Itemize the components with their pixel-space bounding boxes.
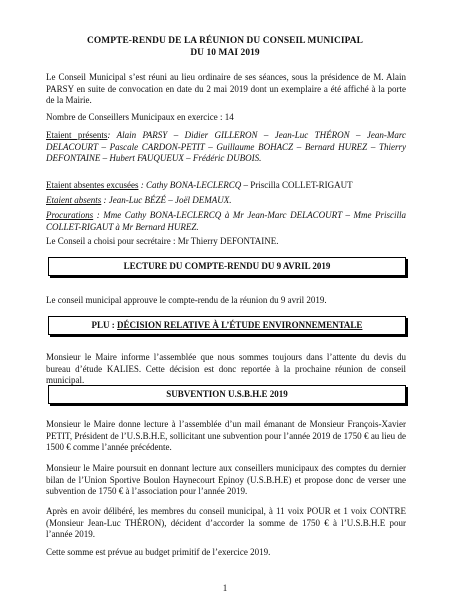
excused-names-italic: : Cathy BONA-LECLERCQ [138, 180, 242, 190]
subvention-paragraph-3: Après en avoir délibéré, les membres du conseil municipal, à 11 voix POUR et 1 voix CONTRE (Monsieur Jean-Luc THÉRON), décident d’accorder la somme de 1750 € à l’U.S.B.H.E pour l’année 2019. [46, 506, 406, 539]
proxies [46, 210, 406, 233]
excused-label: Etaient absentes excusées [46, 180, 139, 190]
excused-members [46, 180, 406, 192]
absent-label: Etaient absents [46, 195, 102, 205]
present-label: Etaient présents [46, 130, 108, 140]
plu-heading-rest: DÉCISION RELATIVE À L’ÉTUDE ENVIRONNEMENTALE [117, 320, 363, 330]
present-names: : Alain PARSY – Didier GILLERON – Jean-Luc THÉRON – Jean-Marc DELACOURT – Pascale CARDON-PETIT – Guillaume BOHACZ – Bernard HUREZ – Thierry DEFONTAINE – Hubert FAUQUEUX – Frédéric DUBOIS. [46, 130, 407, 163]
section-heading-plu [48, 316, 406, 335]
plu-heading-prefix: PLU : [91, 320, 118, 330]
subvention-paragraph-2: Monsieur le Maire poursuit en donnant lecture aux conseillers municipaux des comptes du dernier bilan de l’Union Sportive Boulon Haynecourt Epinoy (U.S.B.H.E) et propose donc de verser une subvention de 1750 € à l’association pour l’année 2019. [46, 463, 406, 496]
section-heading-minutes: LECTURE DU COMPTE-RENDU DU 9 AVRIL 2019 [48, 257, 406, 276]
present-members [46, 130, 406, 165]
subvention-paragraph-1: Monsieur le Maire donne lecture à l’assemblée d’un mail émanant de Monsieur François-Xavier PETIT, Président de l’U.S.B.H.E, sollicitant une subvention pour l’année 2019 de 1750 € au lieu de 1500 € comme l’année précédente. [46, 419, 406, 452]
document-title-line1: COMPTE-RENDU DE LA RÉUNION DU CONSEIL MUNICIPAL [87, 36, 363, 46]
proxies-text: : Mme Cathy BONA-LECLERCQ à Mr Jean-Marc DELACOURT – Mme Priscilla COLLET-RIGAUT à Mr Bernard HUREZ. [46, 210, 406, 232]
section-plu-text: Monsieur le Maire informe l’assemblée que nous sommes toujours dans l’attente du devis du bureau d’étude KALIES. Cette décision est donc reportée à la prochaine réunion de conseil municipal. [46, 352, 406, 385]
secretary-line: Le Conseil a choisi pour secrétaire : Mr Thierry DEFONTAINE. [46, 236, 279, 246]
document-title-line2: DU 10 MAI 2019 [190, 48, 260, 58]
intro-paragraph: Le Conseil Municipal s’est réuni au lieu ordinaire de ses séances, sous la présidence de M. Alain PARSY en suite de convocation en date du 2 mai 2019 dont un exemplaire a été affiché à la porte de la Mairie. [46, 72, 406, 105]
councillor-count: Nombre de Conseillers Municipaux en exercice : 14 [46, 112, 234, 122]
section-heading-subvention: SUBVENTION U.S.B.H.E 2019 [48, 385, 406, 404]
proxies-label: Procurations [46, 210, 94, 220]
absent-members [46, 195, 406, 207]
section-minutes-text: Le conseil municipal approuve le compte-rendu de la réunion du 9 avril 2019. [46, 295, 327, 305]
page-number: 1 [222, 583, 228, 593]
absent-names: : Jean-Luc BÉZÉ – Joël DEMAUX. [101, 195, 232, 205]
subvention-paragraph-4: Cette somme est prévue au budget primitif de l’exercice 2019. [46, 547, 271, 557]
excused-names-rest: – Priscilla COLLET-RIGAUT [241, 180, 353, 190]
